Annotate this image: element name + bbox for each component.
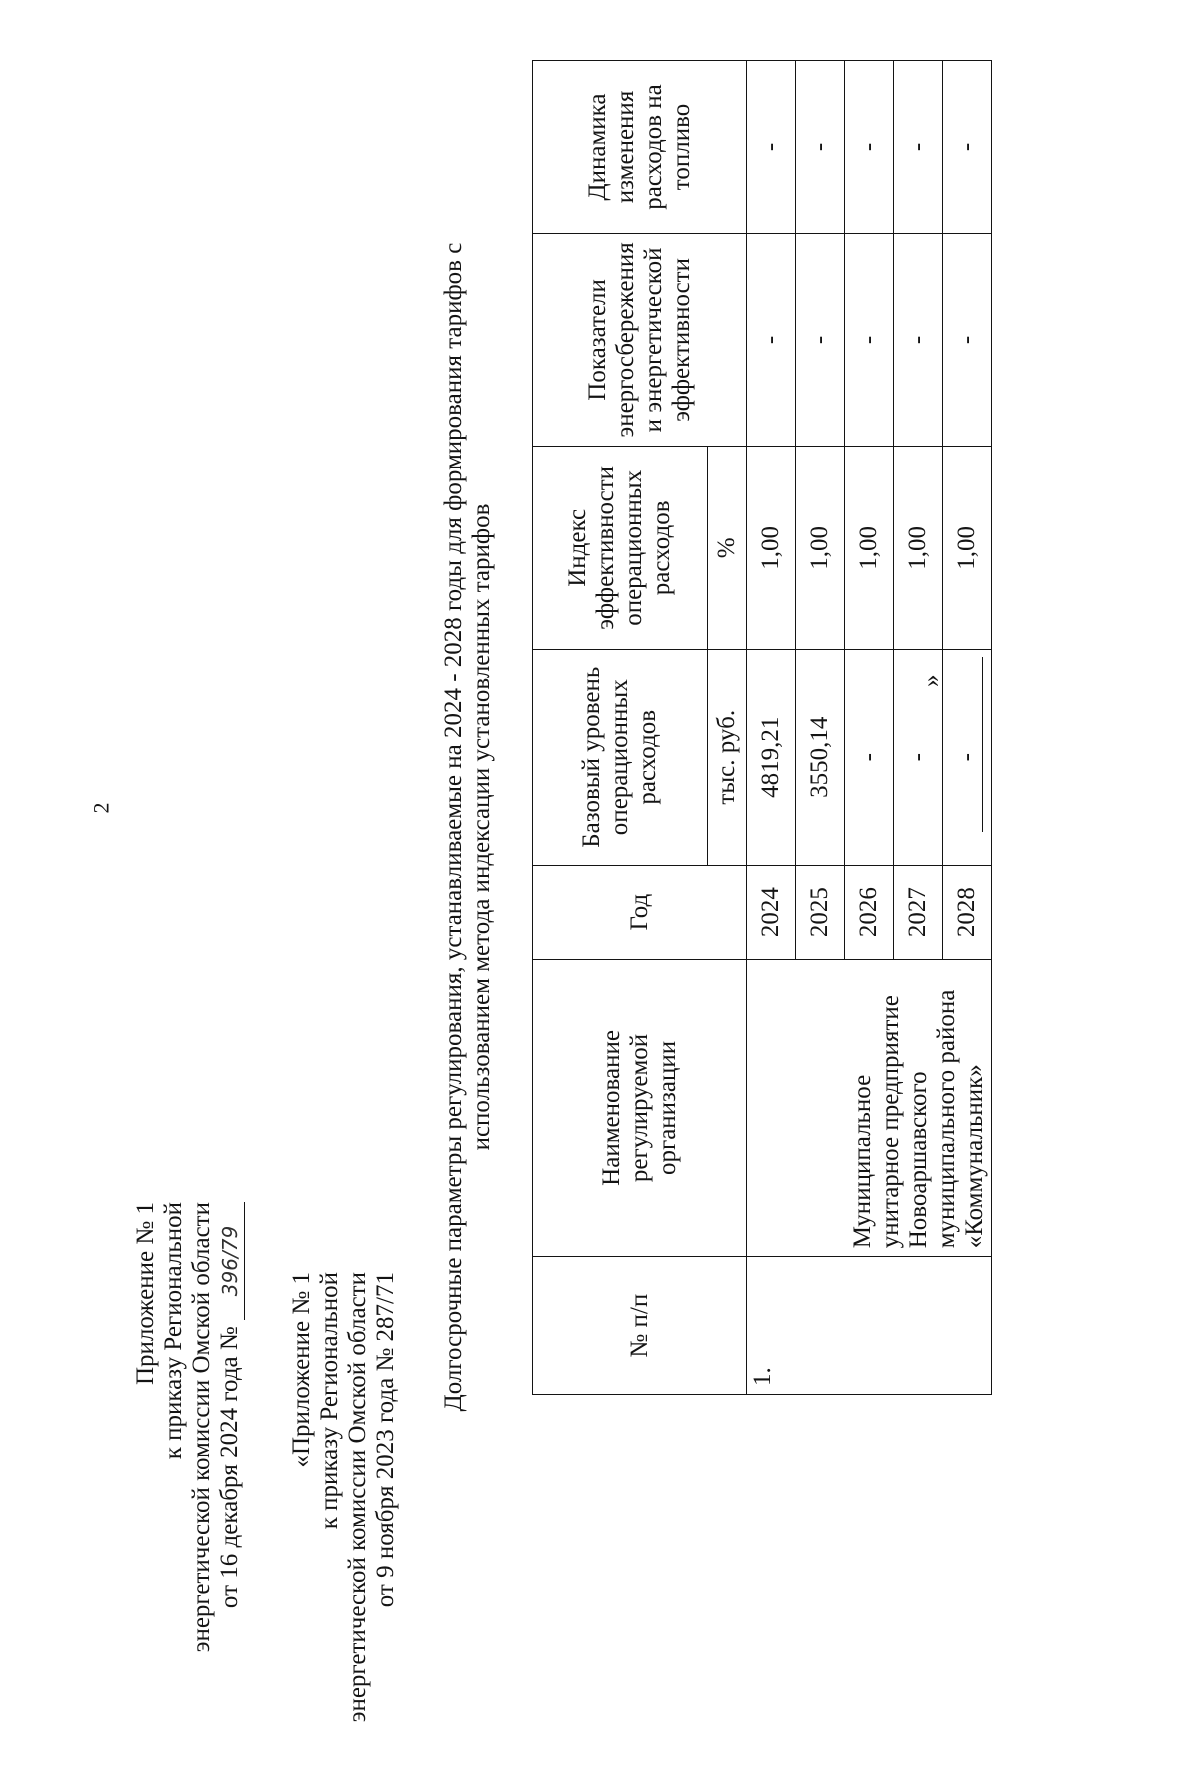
header-energy-saving: Показатели энергосбережения и энергетической эффективности xyxy=(533,233,747,446)
cell-fuel-dynamics: - xyxy=(943,61,992,234)
cell-energy-saving: - xyxy=(943,233,992,446)
header-fuel-dynamics: Динамика изменения расходов на топливо xyxy=(533,61,747,234)
cell-year: 2027 xyxy=(894,865,943,959)
header-current-date: от 16 декабря 2024 года № xyxy=(216,1326,243,1609)
header-organization: Наименование регулируемой организации xyxy=(533,959,747,1257)
document-title-line1: Долгосрочные параметры регулирования, устанавливаемые на 2024 - 2028 годы для формирования тарифов с xyxy=(440,242,467,1412)
header-num: № п/п xyxy=(533,1257,747,1395)
header-base-level: Базовый уровень операционных расходов xyxy=(533,649,708,865)
cell-efficiency-index: 1,00 xyxy=(894,446,943,649)
cell-fuel-dynamics: - xyxy=(845,61,894,234)
cell-base-level: - xyxy=(845,649,894,865)
unit-efficiency-index: % xyxy=(708,446,747,649)
cell-efficiency-index: 1,00 xyxy=(943,446,992,649)
header-previous-line1: «Приложение № 1 xyxy=(288,1272,315,1468)
cell-fuel-dynamics: - xyxy=(796,61,845,234)
cell-energy-saving: - xyxy=(747,233,796,446)
cell-base-level: 3550,14 xyxy=(796,649,845,865)
cell-base-level: 4819,21 xyxy=(747,649,796,865)
cell-fuel-dynamics: - xyxy=(747,61,796,234)
header-previous-line3: энергетической комиссии Омской области xyxy=(344,1272,371,1723)
org-number: 1. xyxy=(747,1257,992,1395)
cell-energy-saving: - xyxy=(845,233,894,446)
document-title xyxy=(440,187,496,1467)
cell-year: 2025 xyxy=(796,865,845,959)
unit-base-level: тыс. руб. xyxy=(708,649,747,865)
page-number: 2 xyxy=(88,802,114,814)
cell-base-level: - xyxy=(943,649,992,865)
parameters-table xyxy=(532,60,992,1395)
org-name: Муниципальное унитарное предприятие Новоаршавского муниципального района «Коммунальник» xyxy=(747,959,992,1257)
header-previous-line2: к приказу Региональной xyxy=(316,1272,343,1530)
header-current-line1: Приложение № 1 xyxy=(132,1202,159,1386)
cell-energy-saving: - xyxy=(894,233,943,446)
cell-efficiency-index: 1,00 xyxy=(845,446,894,649)
header-previous-order xyxy=(0,1272,400,1792)
cell-efficiency-index: 1,00 xyxy=(796,446,845,649)
cell-year: 2026 xyxy=(845,865,894,959)
header-year: Год xyxy=(533,865,747,959)
cell-base-level: - xyxy=(894,649,943,865)
header-previous-line4: от 9 ноября 2023 года № 287/71 xyxy=(372,1272,399,1608)
handwritten-order-number: 396/79 xyxy=(216,1202,245,1320)
closing-divider xyxy=(982,657,983,832)
table-row xyxy=(747,61,796,1395)
document-title-line2: использованием метода индексации установленных тарифов xyxy=(468,503,495,1151)
cell-efficiency-index: 1,00 xyxy=(747,446,796,649)
cell-year: 2024 xyxy=(747,865,796,959)
cell-fuel-dynamics: - xyxy=(894,61,943,234)
header-efficiency-index: Индекс эффективности операционных расходов xyxy=(533,446,708,649)
header-current-line2: к приказу Региональной xyxy=(160,1202,187,1460)
cell-energy-saving: - xyxy=(796,233,845,446)
header-current-line3: энергетической комиссии Омской области xyxy=(188,1202,215,1653)
cell-year: 2028 xyxy=(943,865,992,959)
closing-quote: » xyxy=(918,674,945,687)
